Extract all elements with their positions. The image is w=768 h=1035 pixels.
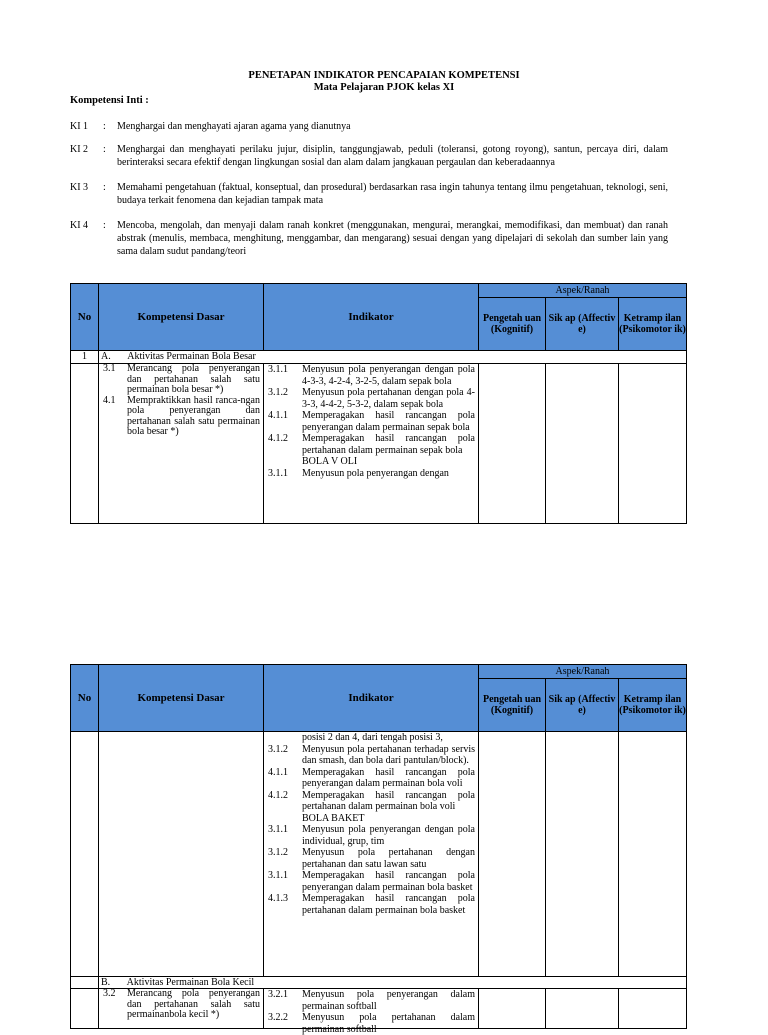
- header-indikator: Indikator: [264, 284, 479, 351]
- pengetahuan-cell: [479, 364, 546, 524]
- indicator-number: 4.1.3: [268, 893, 288, 904]
- kd-text: Mempraktikkan hasil ranca-ngan pola penyerangan dan pertahanan salah satu permainan bola besar *): [127, 394, 260, 437]
- indicator-text: Menyusun pola pertahanan dengan pola 4-3-3, 4-4-2, 5-3-2, dalam sepak bola: [302, 387, 475, 410]
- ki-item: [70, 181, 668, 207]
- competency-table: [70, 283, 687, 524]
- keterampilan-cell: [619, 989, 687, 1029]
- empty-cell: [71, 977, 99, 989]
- indicator-number: 3.1.2: [268, 743, 288, 755]
- ki-label: KI 3: [70, 182, 89, 193]
- indicator-item: [264, 767, 478, 790]
- row-number: 1: [71, 351, 99, 364]
- indicator-text: Memperagakan hasil rancangan pola pertahanan dalam permainan bola voli: [302, 789, 475, 812]
- header-pengetahuan: Pengetah uan (Kognitif): [479, 679, 546, 732]
- section-row: [99, 351, 687, 364]
- indicator-text: Memperagakan hasil rancangan pola penyerangan dalam permainan bola voli: [302, 766, 475, 789]
- indicator-cell: [264, 989, 479, 1035]
- ki-item: [70, 219, 668, 258]
- indicator-continuation: posisi 2 dan 4, dari tengah posisi 3,: [302, 732, 443, 743]
- header-kompetensi-dasar: Kompetensi Dasar: [99, 665, 264, 732]
- kd-text: Merancang pola penyerangan dan pertahanan salah satu permainanbola kecil *): [127, 988, 260, 1020]
- indicator-number: 4.1.1: [268, 766, 288, 778]
- ki-colon: :: [103, 144, 106, 155]
- kd-number: 3.2: [103, 988, 116, 999]
- empty-cell: [71, 989, 99, 1029]
- indicator-item: [264, 433, 478, 456]
- indicator-subheading: BOLA BAKET: [302, 812, 365, 824]
- ki-text: Memahami pengetahuan (faktual, konseptual, dan prosedural) berdasarkan rasa ingin tahunya tentang ilmu pengetahuan, teknologi, seni, budaya terkait fenomena dan kejadian tampak mata: [117, 182, 668, 206]
- indicator-text: Memperagakan hasil rancangan pola penyerangan dalam permainan bola basket: [302, 870, 475, 893]
- indicator-item: [264, 824, 478, 847]
- keterampilan-cell: [619, 364, 687, 524]
- kd-item: [99, 364, 263, 396]
- ki-colon: :: [103, 182, 106, 193]
- indicator-number: 3.1.1: [268, 467, 288, 479]
- indicator-text: Menyusun pola penyerangan dengan: [302, 467, 449, 479]
- kd-cell: [99, 989, 264, 1029]
- header-no: No: [71, 284, 99, 351]
- indicator-item: [264, 790, 478, 813]
- ki-label: KI 4: [70, 220, 89, 231]
- indicator-number: 3.2.2: [268, 1012, 288, 1023]
- indicator-text: Menyusun pola penyerangan dengan pola individual, grup, tim: [302, 824, 475, 847]
- indicator-text: Memperagakan hasil rancangan pola pertahanan dalam permainan bola basket: [302, 893, 475, 916]
- keterampilan-cell: [619, 732, 687, 977]
- ki-item: [70, 120, 668, 133]
- indicator-text: Menyusun pola penyerangan dalam permainan softball: [302, 989, 475, 1012]
- header-sikap: Sik ap (Affectiv e): [546, 298, 619, 351]
- header-keterampilan: Ketramp ilan (Psikomotor ik): [619, 679, 687, 732]
- header-sikap: Sik ap (Affectiv e): [546, 679, 619, 732]
- indicator-number: 3.1.1: [268, 870, 288, 881]
- header-keterampilan: Ketramp ilan (Psikomotor ik): [619, 298, 687, 351]
- kd-cell: [99, 732, 264, 977]
- indicator-text: Menyusun pola penyerangan dengan pola 4-3-3, 4-2-4, 3-2-5, dalam sepak bola: [302, 364, 475, 387]
- indicator-text: Menyusun pola pertahanan dalam permainan softball: [302, 1012, 475, 1035]
- sikap-cell: [546, 989, 619, 1029]
- pengetahuan-cell: [479, 732, 546, 977]
- indicator-item: [264, 364, 478, 387]
- indicator-number: 4.1.2: [268, 789, 288, 801]
- kd-item: [99, 989, 263, 1021]
- header-aspek-ranah: Aspek/Ranah: [479, 665, 687, 679]
- indicator-number: 4.1.2: [268, 433, 288, 444]
- indicator-number: 3.1.2: [268, 847, 288, 858]
- indicator-number: 4.1.1: [268, 410, 288, 421]
- indicator-cell: [264, 364, 479, 524]
- ki-label: KI 1: [70, 121, 89, 132]
- section-letter: B.: [101, 977, 111, 988]
- section-letter: A.: [101, 351, 111, 362]
- kd-text: Merancang pola penyerangan dan pertahanan salah satu permainan bola besar *): [127, 363, 260, 395]
- indicator-text: Memperagakan hasil rancangan pola penyerangan dalam permainan sepak bola: [302, 410, 475, 433]
- header-pengetahuan: Pengetah uan (Kognitif): [479, 298, 546, 351]
- indicator-item: [264, 744, 478, 767]
- ki-colon: :: [103, 220, 106, 231]
- ki-text: Menghargai dan menghayati ajaran agama yang dianutnya: [117, 121, 351, 132]
- indicator-item: [264, 870, 478, 893]
- ki-colon: :: [103, 121, 106, 132]
- document-subtitle: Mata Pelajaran PJOK kelas XI: [313, 82, 455, 93]
- header-no: No: [71, 665, 99, 732]
- section-row: [99, 977, 687, 989]
- indicator-item: [264, 893, 478, 916]
- indicator-text: Menyusun pola pertahanan terhadap servis dan smash, dan bola dari pantulan/block).: [302, 743, 475, 766]
- indicator-item: [264, 847, 478, 870]
- header-indikator: Indikator: [264, 665, 479, 732]
- indicator-text: Menyusun pola pertahanan dengan pertahanan dan satu lawan satu: [302, 847, 475, 870]
- indicator-item: [264, 468, 478, 480]
- kd-cell: [99, 364, 264, 524]
- sikap-cell: [546, 732, 619, 977]
- document-title: PENETAPAN INDIKATOR PENCAPAIAN KOMPETENSI: [248, 70, 520, 81]
- sikap-cell: [546, 364, 619, 524]
- section-title: Aktivitas Permainan Bola Besar: [127, 351, 256, 362]
- header-aspek-ranah: Aspek/Ranah: [479, 284, 687, 298]
- empty-cell: [71, 732, 99, 977]
- indicator-item: [264, 989, 478, 1012]
- ki-label: KI 2: [70, 144, 89, 155]
- indicator-text: Memperagakan hasil rancangan pola pertahanan dalam permainan sepak bola: [302, 433, 475, 456]
- empty-cell: [71, 364, 99, 524]
- pengetahuan-cell: [479, 989, 546, 1029]
- indicator-cell: [264, 732, 479, 977]
- kd-number: 3.1: [103, 363, 116, 374]
- kd-number: 4.1: [103, 394, 116, 406]
- indicator-item: [264, 387, 478, 410]
- ki-item: [70, 143, 668, 169]
- indicator-number: 3.1.1: [268, 364, 288, 375]
- header-kompetensi-dasar: Kompetensi Dasar: [99, 284, 264, 351]
- section-title: Aktivitas Permainan Bola Kecil: [126, 977, 255, 988]
- indicator-number: 3.1.1: [268, 824, 288, 835]
- indicator-number: 3.1.2: [268, 387, 288, 398]
- indicator-item: [264, 410, 478, 433]
- indicator-item: [264, 1012, 478, 1035]
- indicator-subheading: BOLA V OLI: [302, 456, 358, 467]
- competency-table-continued: [70, 664, 687, 1035]
- kd-item: [99, 396, 263, 438]
- ki-heading: Kompetensi Inti :: [70, 95, 149, 106]
- ki-text: Menghargai dan menghayati perilaku jujur, disiplin, tanggungjawab, peduli (toleransi, gotong royong), santun, percaya diri, dalam berinteraksi secara efektif dengan lingkungan sosial dan alam dalam jangkauan pergaulan dan keberadaannya: [117, 144, 668, 168]
- ki-text: Mencoba, mengolah, dan menyaji dalam ranah konkret (menggunakan, mengurai, merangkai, memodifikasi, dan membuat) dan ranah abstrak (menulis, membaca, menghitung, menggambar, dan mengarang) sesuai dengan yang dipelajari di sekolah dan sumber lain yang sama dalam sudut pandang/teori: [117, 220, 668, 257]
- indicator-number: 3.2.1: [268, 989, 288, 1000]
